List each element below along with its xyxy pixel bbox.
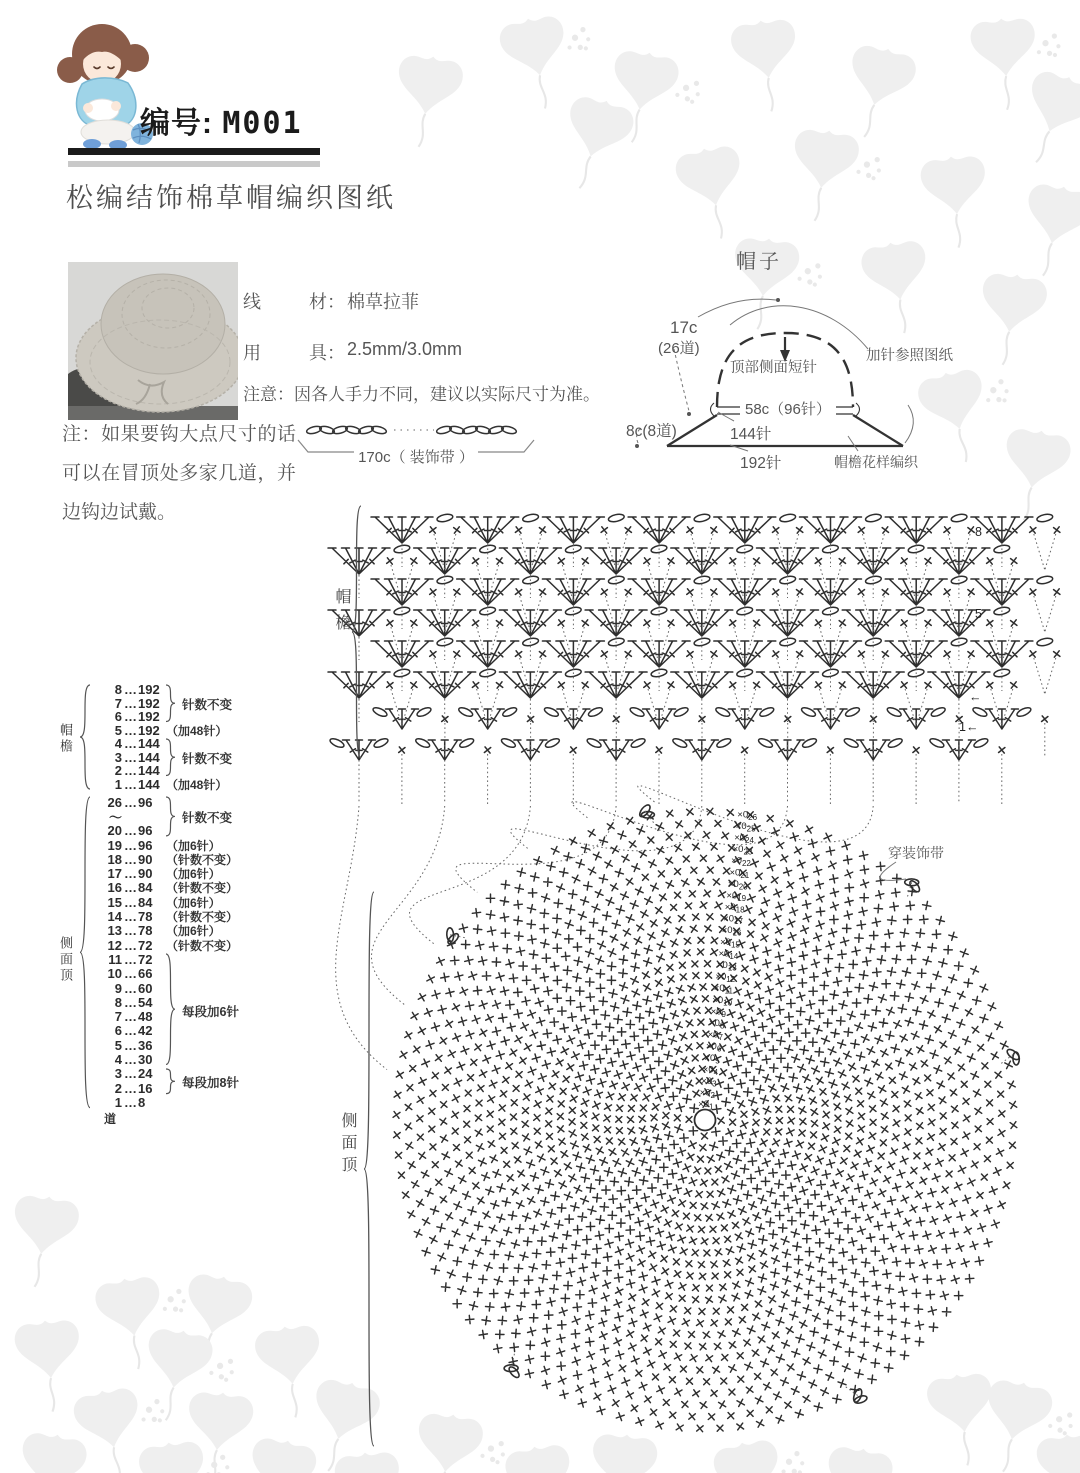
material-row-yarn [243, 288, 462, 314]
hat-height-label: 17c [670, 318, 698, 337]
material-row-tools [243, 339, 462, 365]
brace-label: 针数不变 [182, 698, 233, 713]
ginkgo-leaf [333, 1449, 406, 1473]
stitch-count-table [56, 683, 316, 1126]
round-number: $\times 0_{14}$ [718, 948, 739, 961]
stitch-row: 8 … 54 [114, 994, 153, 1010]
stitch-row: 3 … 144 [114, 749, 160, 765]
round-number: $\times 0_{15}$ [720, 936, 740, 950]
tools-value: 2.5mm/3.0mm [347, 339, 463, 359]
ginkgo-leaf [711, 1431, 817, 1473]
ginkgo-leaf [919, 153, 992, 251]
stitch-row: 4 … 144 [114, 736, 160, 752]
round-number: $\times 0_{17}$ [723, 913, 743, 927]
round-number: $\times 0_{21}$ [729, 867, 750, 880]
annotation-brace [164, 683, 178, 724]
ginkgo-leaf [585, 1431, 658, 1473]
ginkgo-leaf [1014, 180, 1080, 283]
row-note: （加6针） [166, 838, 221, 853]
stitch-row: 6 … 192 [114, 709, 160, 725]
round-number: $\times 0_7$ [707, 1029, 723, 1043]
hat-outer-stitches-label: 192针 [740, 455, 782, 472]
round-number: $\times 0_{18}$ [724, 902, 745, 915]
chain-band-length-label: 170c（ 装饰带 ） [358, 449, 474, 466]
hat-photo [68, 262, 238, 420]
ginkgo-leaf [994, 425, 1073, 526]
stitch-row: 2 … 144 [114, 763, 160, 779]
ginkgo-leaf [503, 1441, 582, 1473]
stitch-row: 4 … 30 [114, 1052, 153, 1067]
round-number: $\times 0_{24}$ [734, 832, 754, 845]
group-brace [78, 795, 96, 1110]
leaf-dots [138, 1398, 167, 1426]
stitch-row: 7 … 192 [114, 695, 160, 711]
stitch-row: 14 … 78 （针数不变） [107, 909, 239, 925]
stitch-row: 5 … 36 [114, 1037, 153, 1053]
round-number: $\times 0_8$ [709, 1018, 725, 1031]
row-note: （针数不变） [166, 938, 239, 953]
ginkgo-leaf [13, 1317, 86, 1415]
round-number: $\times 0_1$ [698, 1099, 714, 1112]
round-number: $\times 0_{16}$ [721, 925, 742, 938]
ginkgo-leaf [1035, 1431, 1080, 1473]
stitch-row: 〜 [108, 809, 122, 825]
annotation-brace [164, 952, 178, 1066]
round-number: $\times 0_4$ [702, 1064, 719, 1077]
ginkgo-leaf [551, 92, 638, 198]
leaf-dots [208, 1355, 236, 1382]
leaf-dots [856, 154, 883, 181]
annotation-brace [164, 795, 178, 838]
stitch-row: 8 … 192 [114, 682, 160, 698]
leaf-dots [778, 1450, 807, 1473]
girl-hair-curl-right [121, 44, 149, 72]
stitch-row: 18 … 90 （针数不变） [107, 851, 239, 867]
round-number: $\times 0_{22}$ [731, 855, 751, 869]
group-brace [78, 683, 96, 791]
ginkgo-leaf [925, 1370, 1001, 1469]
row-note: （针数不变） [166, 910, 239, 925]
hat-brim-pattern-label: 帽檐花样编织 [834, 454, 918, 470]
thread-band-annotation: 穿装饰带 [888, 845, 944, 861]
brim-row-mark: 5 [975, 607, 982, 621]
hat-crown-label: 顶部侧面短针 [730, 360, 817, 376]
leaf-dots [982, 378, 1011, 407]
round-number: $\times 0_{13}$ [717, 960, 737, 973]
brim-row-mark: ← [969, 690, 982, 704]
brim-row-mark: 1← [959, 720, 979, 734]
brace-label: 每段加6针 [182, 1004, 239, 1019]
row-note: （针数不变） [166, 852, 239, 867]
leaf-dots [674, 77, 702, 104]
hat-brim-height-label: 8c(8道) [626, 423, 677, 440]
brace-label: 每段加8针 [182, 1076, 239, 1090]
round-number: $\times 0_9$ [710, 1006, 726, 1019]
round-number: $\times 0_{20}$ [727, 878, 748, 892]
stitch-row: 3 … 24 [114, 1066, 153, 1082]
divider-black [68, 148, 320, 155]
ginkgo-leaf [389, 52, 465, 151]
round-number: $\times 0_6$ [706, 1041, 722, 1054]
ginkgo-leaf [238, 1434, 320, 1473]
leaf-dots [564, 26, 593, 54]
stitch-row: 1 … 8 [114, 1094, 146, 1110]
code-label: 编号: [140, 107, 213, 140]
hat-increase-note: 加针参照图纸 [866, 348, 953, 364]
code-value: M001 [222, 106, 303, 141]
round-number: $\times 0_{25}$ [735, 820, 756, 834]
yarn-value: 棉草拉菲 [347, 292, 419, 312]
stitch-row: 1 … 144 （加48针） [114, 776, 228, 792]
stitch-row: 26 … 96 [107, 794, 153, 810]
stitch-group-帽檐 [56, 683, 316, 795]
row-note: （加6针） [166, 867, 221, 882]
stitch-group-name: 帽檐 [58, 723, 73, 755]
ginkgo-leaf [1008, 66, 1080, 174]
tools-key: 具： [309, 343, 345, 363]
photo-hat-crown [101, 274, 225, 374]
hat-mid-stitches-label: 144针 [730, 426, 772, 443]
round-number: $\times 0_{19}$ [726, 890, 747, 903]
ginkgo-leaf [253, 1322, 329, 1421]
round-unit-label: 道 [104, 1111, 117, 1126]
ginkgo-leaf [973, 270, 1049, 369]
caution-note: 注意：因各人手力不同，建议以实际尺寸为准。 [243, 385, 600, 404]
ginkgo-leaf [10, 1429, 89, 1473]
page-title: 松编结饰棉草帽编织图纸 [66, 183, 396, 213]
ginkgo-leaf [816, 1443, 895, 1473]
stitch-row: 10 … 66 [107, 966, 153, 982]
ginkgo-leaf [5, 1192, 81, 1291]
materials-block [243, 288, 462, 390]
annotation-brace [164, 1067, 178, 1096]
annotation-brace [164, 737, 178, 778]
girl-hair-curl-left [57, 57, 83, 83]
ginkgo-leaf [785, 126, 886, 229]
stitch-row: 9 … 60 [114, 980, 153, 996]
row-note: （加48针） [166, 777, 228, 792]
leaf-dots [480, 1438, 507, 1465]
round-number: $\times 0_{10}$ [712, 994, 733, 1008]
ginkgo-leaf [729, 16, 805, 115]
stitch-row: 2 … 16 [114, 1080, 153, 1096]
round-number: $\times 0_5$ [704, 1052, 720, 1066]
row-note: （加6针） [166, 895, 221, 910]
brace-label: 针数不变 [182, 811, 233, 826]
round-number: $\times 0_{23}$ [732, 844, 753, 857]
hat-band-label: 58c（96针） [740, 398, 836, 419]
girl-hand-left [83, 103, 93, 113]
leaf-dots [1035, 33, 1061, 59]
stitch-row: 12 … 72 （针数不变） [107, 937, 239, 953]
round-number: $\times 0_{11}$ [713, 983, 733, 996]
divider-gray [68, 161, 320, 167]
row-note: （加48针） [166, 723, 228, 738]
stitch-row: 17 … 90 （加6针） [107, 866, 221, 882]
crown-chart-label: 侧面顶 [339, 1112, 356, 1178]
leaf-dots [204, 1454, 231, 1473]
row-note: （加6针） [166, 924, 221, 939]
stitch-row: 13 … 78 （加6针） [107, 923, 221, 939]
stitch-group-侧面顶 [56, 795, 316, 1126]
row-note: （针数不变） [166, 881, 239, 896]
tools-label: 用 [243, 343, 261, 363]
hat-schematic-title: 帽子 [736, 251, 782, 273]
stitch-row: 20 … 96 [107, 823, 153, 839]
round-number: $\times 0_{12}$ [715, 971, 736, 985]
side-note: 注：如果要钩大点尺寸的话可以在冒顶处多家几道，并边钩边试戴。 [62, 424, 296, 523]
brim-row-mark: 8 [975, 525, 982, 539]
round-number: $\times 0_{26}$ [737, 809, 758, 822]
stitch-row: 5 … 192 （加48针） [114, 722, 228, 738]
round-number: $\times 0_2$ [699, 1087, 715, 1100]
yarn-key: 材： [309, 292, 345, 312]
girl-hand-right [111, 101, 121, 111]
pattern-code [140, 98, 303, 142]
yarn-label: 线 [243, 292, 261, 312]
stitch-row: 16 … 84 （针数不变） [107, 880, 239, 896]
stitch-group-name: 侧面顶 [58, 936, 73, 985]
leaf-dots [160, 1288, 188, 1315]
ginkgo-leaf [673, 142, 755, 245]
stitch-row: 15 … 84 （加6针） [107, 894, 221, 910]
stitch-row: 6 … 42 [114, 1023, 153, 1039]
ginkgo-leaf [409, 1410, 510, 1473]
hat-height-rows-label: (26道) [658, 340, 700, 357]
brim-chart-label: 帽檐 [333, 588, 350, 640]
stitch-row: 7 … 48 [114, 1009, 153, 1025]
brace-label: 针数不变 [182, 752, 233, 767]
round-number: $\times 0_3$ [701, 1076, 717, 1089]
ginkgo-leaf [835, 41, 919, 145]
leaf-dots [1047, 1409, 1076, 1437]
stitch-row: 11 … 72 [108, 951, 153, 967]
stitch-row: 19 … 96 （加6针） [107, 837, 221, 853]
